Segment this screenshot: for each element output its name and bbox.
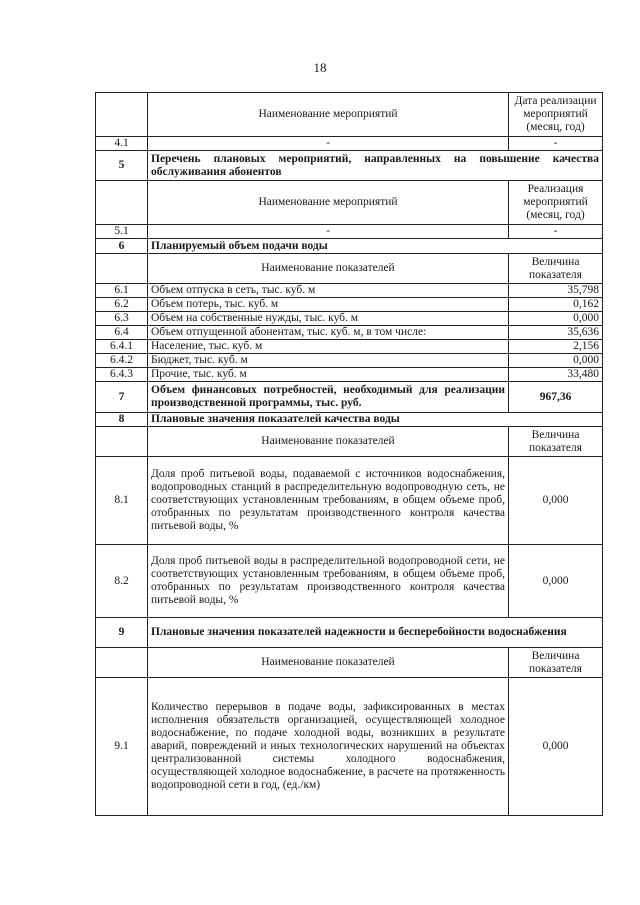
header-row-measures bbox=[96, 93, 603, 137]
financial-value: 967,36 bbox=[509, 382, 603, 413]
row-name: Доля проб питьевой воды, подаваемой с источников водоснабжения, водопроводных станций в распределительную водопроводную сеть, не соответствующих установленным требованиям, в общем объеме проб, отобранных по результатам производственного контроля качества питьевой воды, % bbox=[148, 457, 509, 545]
row-number: 6.4.2 bbox=[96, 354, 148, 368]
empty-cell bbox=[96, 93, 148, 137]
table-row bbox=[96, 368, 603, 382]
measure-name-header: Наименование мероприятий bbox=[148, 93, 509, 137]
measure-name-header: Наименование мероприятий bbox=[148, 181, 509, 225]
row-value: 33,480 bbox=[509, 368, 603, 382]
row-name: Прочие, тыс. куб. м bbox=[148, 368, 509, 382]
row-value: 0,000 bbox=[509, 678, 603, 816]
table-row bbox=[96, 545, 603, 618]
row-name: Население, тыс. куб. м bbox=[148, 340, 509, 354]
section-number: 6 bbox=[96, 239, 148, 254]
indicator-name-header: Наименование показателей bbox=[148, 427, 509, 457]
row-number: 6.3 bbox=[96, 312, 148, 326]
section-title: Плановые значения показателей надежности и бесперебойности водоснабжения bbox=[148, 618, 603, 648]
row-name: Доля проб питьевой воды в распределительной водопроводной сети, не соответствующих установленным требованиям, в общем объеме проб, отобранных по результатам производственного контроля качества питьевой воды, % bbox=[148, 545, 509, 618]
row-value: 0,000 bbox=[509, 545, 603, 618]
table-row bbox=[96, 298, 603, 312]
section-row bbox=[96, 382, 603, 413]
empty-cell bbox=[96, 427, 148, 457]
row-name: Объем на собственные нужды, тыс. куб. м bbox=[148, 312, 509, 326]
table-row bbox=[96, 340, 603, 354]
table-row bbox=[96, 284, 603, 298]
row-name: Объем отпущенной абонентам, тыс. куб. м, в том числе: bbox=[148, 326, 509, 340]
row-name: Бюджет, тыс. куб. м bbox=[148, 354, 509, 368]
row-value: - bbox=[509, 137, 603, 151]
section-row bbox=[96, 413, 603, 427]
section-number: 7 bbox=[96, 382, 148, 413]
row-number: 6.4 bbox=[96, 326, 148, 340]
value-header: Величина показателя bbox=[509, 254, 603, 284]
row-value: 35,798 bbox=[509, 284, 603, 298]
row-value: 0,000 bbox=[509, 457, 603, 545]
value-header: Величина показателя bbox=[509, 648, 603, 678]
row-number: 6.4.3 bbox=[96, 368, 148, 382]
section-number: 9 bbox=[96, 618, 148, 648]
section-title: Объем финансовых потребностей, необходимый для реализации производственной программы, тыс. руб. bbox=[148, 382, 509, 413]
table-row bbox=[96, 137, 603, 151]
section-number: 8 bbox=[96, 413, 148, 427]
empty-cell bbox=[96, 648, 148, 678]
row-value: 0,000 bbox=[509, 312, 603, 326]
indicator-name-header: Наименование показателей bbox=[148, 254, 509, 284]
header-row-measures bbox=[96, 181, 603, 225]
header-row-indicators bbox=[96, 254, 603, 284]
date-header: Дата реализации мероприятий (месяц, год) bbox=[509, 93, 603, 137]
empty-cell bbox=[96, 181, 148, 225]
table-row bbox=[96, 225, 603, 239]
table-row bbox=[96, 326, 603, 340]
row-number: 5.1 bbox=[96, 225, 148, 239]
row-name: - bbox=[148, 137, 509, 151]
row-number: 8.2 bbox=[96, 545, 148, 618]
row-number: 6.4.1 bbox=[96, 340, 148, 354]
row-value: - bbox=[509, 225, 603, 239]
section-title: Плановые значения показателей качества воды bbox=[148, 413, 603, 427]
row-name: - bbox=[148, 225, 509, 239]
indicator-name-header: Наименование показателей bbox=[148, 648, 509, 678]
section-title: Перечень плановых мероприятий, направленных на повышение качества обслуживания абонентов bbox=[148, 151, 603, 181]
row-number: 4.1 bbox=[96, 137, 148, 151]
row-number: 8.1 bbox=[96, 457, 148, 545]
row-name: Объем отпуска в сеть, тыс. куб. м bbox=[148, 284, 509, 298]
section-row bbox=[96, 618, 603, 648]
table-row bbox=[96, 457, 603, 545]
implementation-header: Реализация мероприятий (месяц, год) bbox=[509, 181, 603, 225]
page-number: 18 bbox=[313, 60, 327, 75]
row-value: 35,636 bbox=[509, 326, 603, 340]
row-name: Объем потерь, тыс. куб. м bbox=[148, 298, 509, 312]
section-number: 5 bbox=[96, 151, 148, 181]
table-row bbox=[96, 354, 603, 368]
table-row bbox=[96, 678, 603, 816]
production-program-table bbox=[95, 92, 603, 816]
row-name: Количество перерывов в подаче воды, зафиксированных в местах исполнения обязательств организацией, осуществляющей холодное водоснабжение, по подаче холодной воды, возникших в результате аварий, повреждений и иных технологических нарушений на объектах централизованной системы холодного водоснабжения, осуществляющей холодное водоснабжение, в расчете на протяженность водопроводной сети в год, (ед./км) bbox=[148, 678, 509, 816]
table-row bbox=[96, 312, 603, 326]
section-title: Планируемый объем подачи воды bbox=[148, 239, 603, 254]
row-number: 6.1 bbox=[96, 284, 148, 298]
header-row-indicators bbox=[96, 427, 603, 457]
section-row bbox=[96, 239, 603, 254]
row-value: 2,156 bbox=[509, 340, 603, 354]
section-row bbox=[96, 151, 603, 181]
row-number: 9.1 bbox=[96, 678, 148, 816]
header-row-indicators bbox=[96, 648, 603, 678]
row-number: 6.2 bbox=[96, 298, 148, 312]
value-header: Величина показателя bbox=[509, 427, 603, 457]
row-value: 0,000 bbox=[509, 354, 603, 368]
empty-cell bbox=[96, 254, 148, 284]
row-value: 0,162 bbox=[509, 298, 603, 312]
